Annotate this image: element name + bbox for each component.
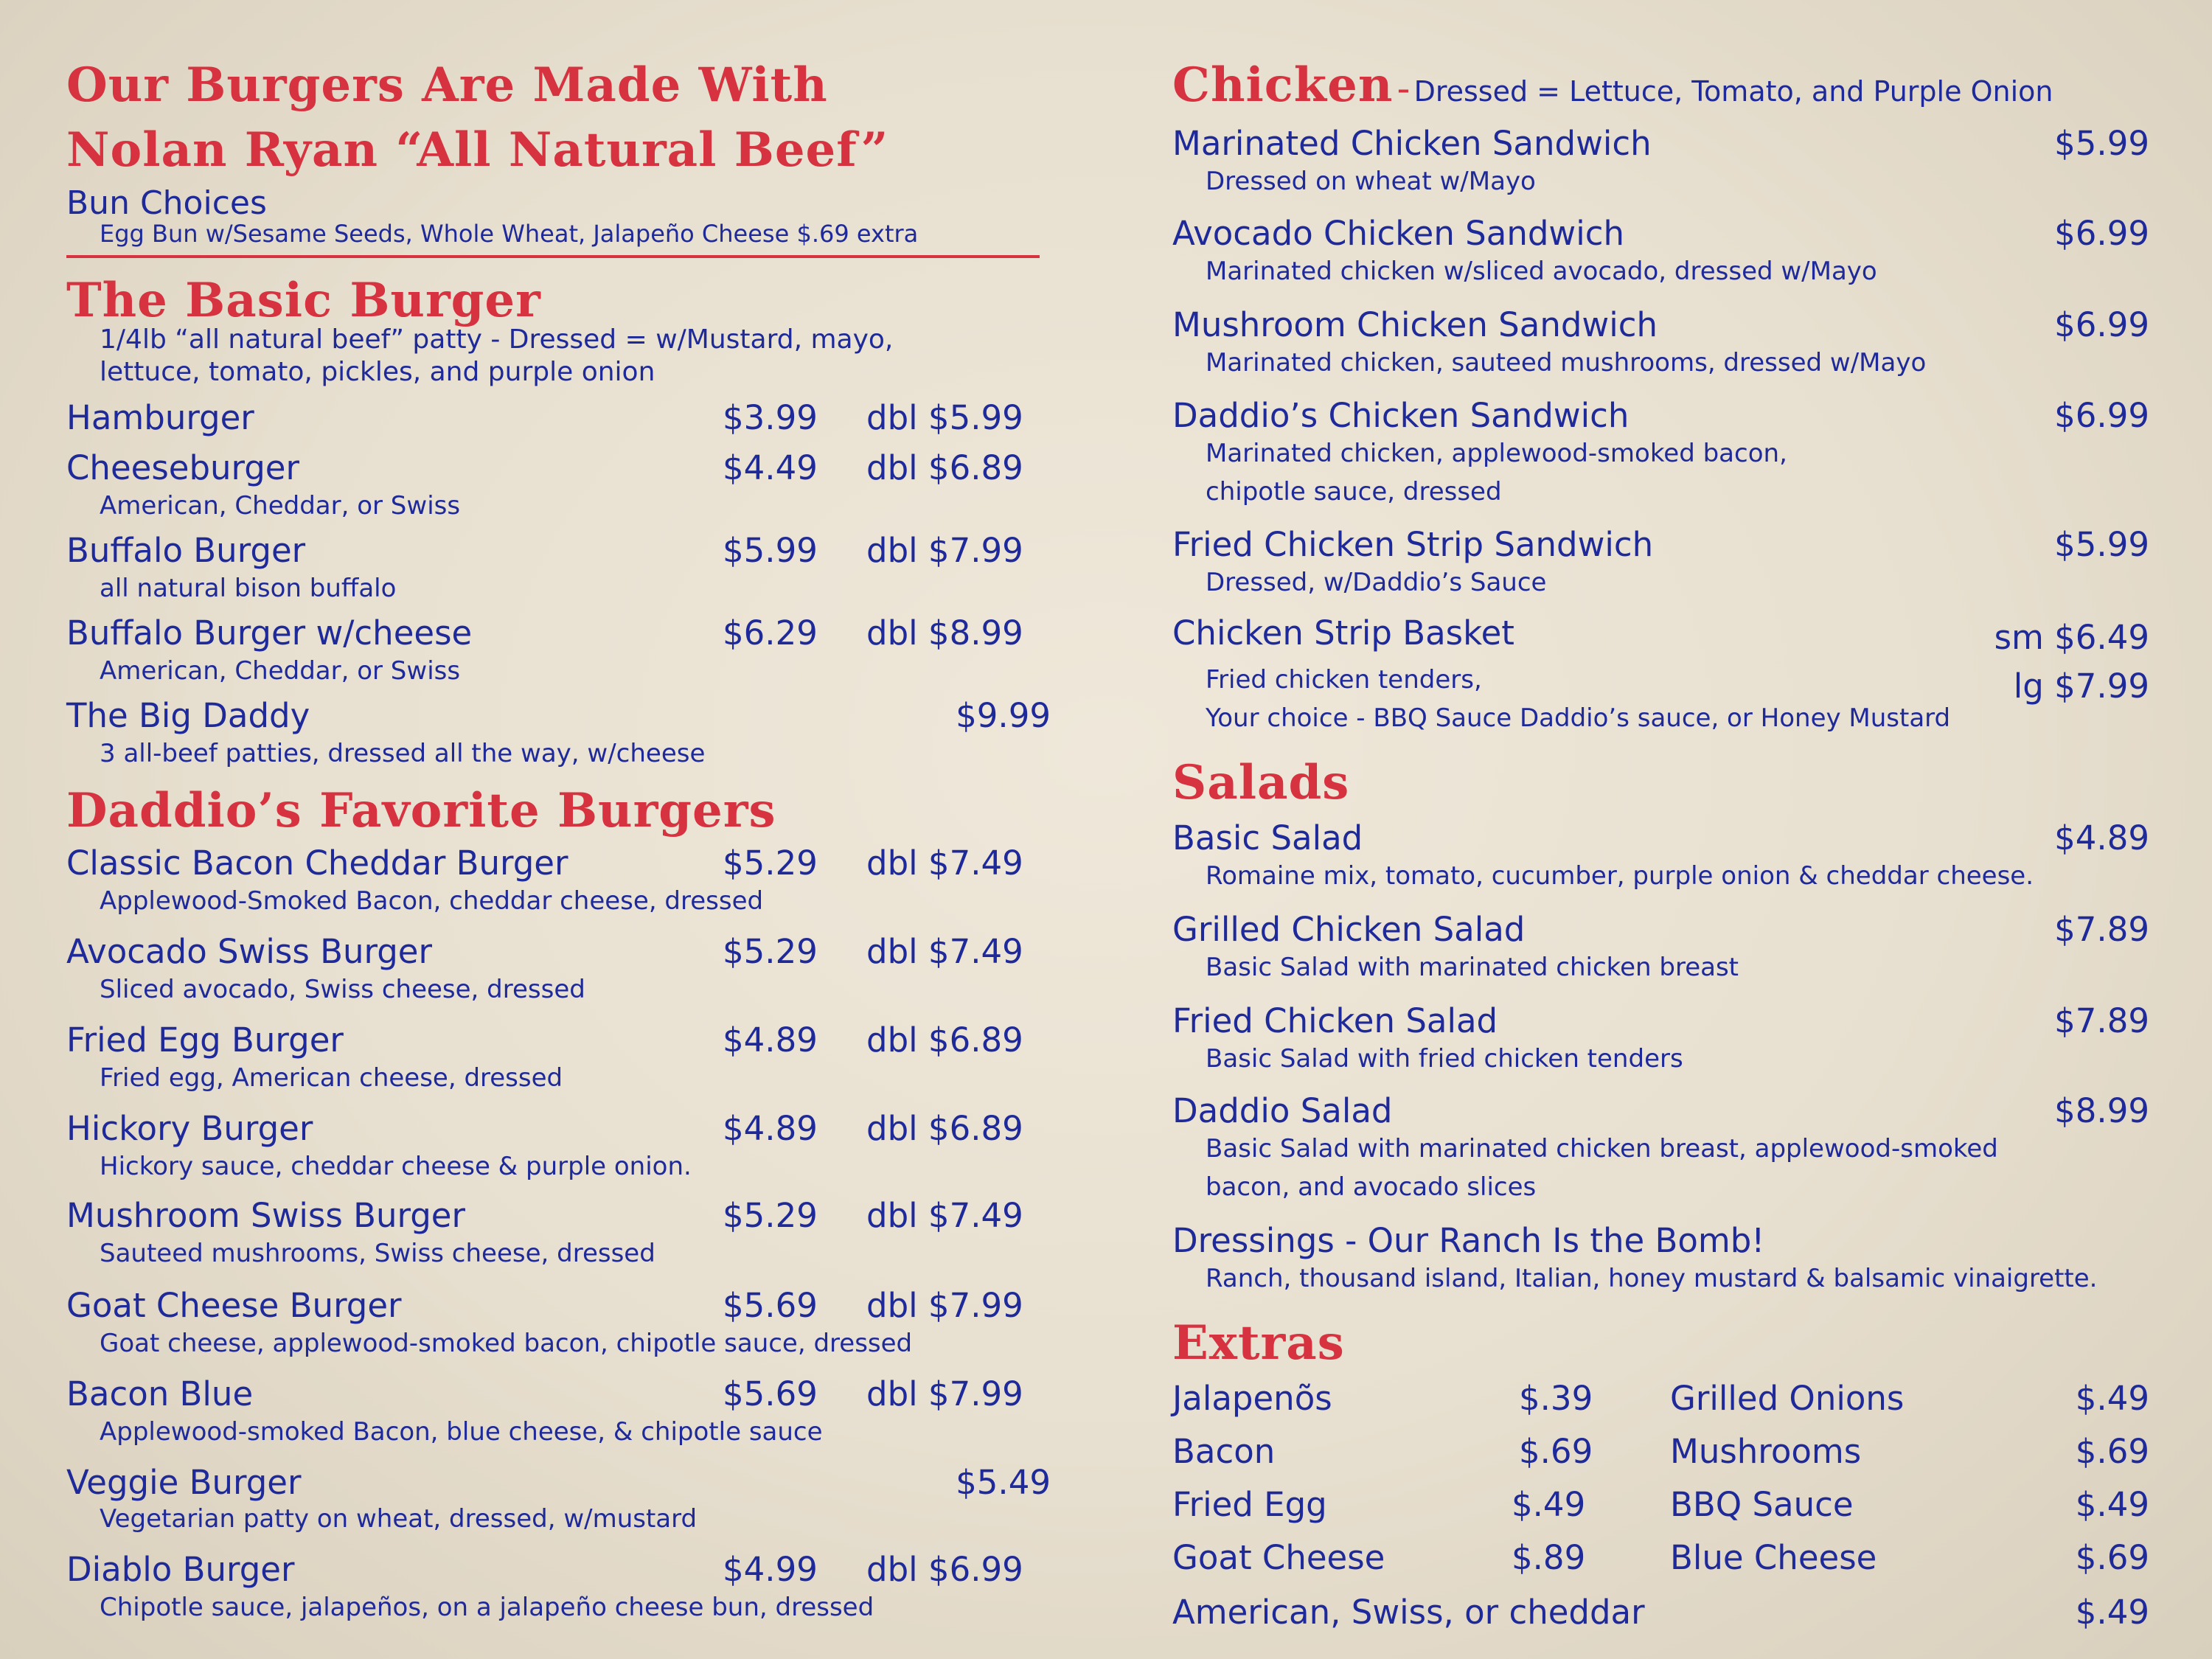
extras-title: Extras xyxy=(1172,1315,1345,1371)
item-name: The Big Daddy xyxy=(66,696,310,735)
item-description: all natural bison buffalo xyxy=(100,574,397,603)
bun-choices-title: Bun Choices xyxy=(66,184,267,222)
item-price: $5.29 xyxy=(723,1196,818,1235)
item-price: $7.89 xyxy=(2054,1001,2149,1040)
item-price: $4.89 xyxy=(723,1020,818,1060)
item-description: Basic Salad with fried chicken tenders xyxy=(1206,1044,1683,1074)
extra-name: BBQ Sauce xyxy=(1670,1485,1854,1524)
item-price: $5.49 xyxy=(956,1463,1051,1502)
item-price: $4.49 xyxy=(723,448,818,487)
item-description: Basic Salad with marinated chicken breast xyxy=(1206,953,1739,982)
item-double-price: dbl $7.49 xyxy=(866,932,1023,971)
extra-price: $.49 xyxy=(2075,1485,2149,1524)
header-line-1: Our Burgers Are Made With xyxy=(66,58,828,113)
item-description: Dressed, w/Daddio’s Sauce xyxy=(1206,568,1547,597)
chicken-header xyxy=(1172,58,2053,113)
item-name: Fried Egg Burger xyxy=(66,1020,344,1060)
item-description: Sauteed mushrooms, Swiss cheese, dressed xyxy=(100,1239,655,1268)
item-name: Hickory Burger xyxy=(66,1109,313,1148)
basket-large-price: lg $7.99 xyxy=(2013,667,2149,706)
item-description: American, Cheddar, or Swiss xyxy=(100,656,461,686)
item-double-price: dbl $6.89 xyxy=(866,1020,1023,1060)
extra-name: Goat Cheese xyxy=(1172,1538,1385,1577)
item-description: Marinated chicken, applewood-smoked bacon, xyxy=(1206,439,1787,468)
item-price: $3.99 xyxy=(723,398,818,437)
extra-price: $.89 xyxy=(1512,1538,1586,1577)
item-description: Marinated chicken w/sliced avocado, dressed w/Mayo xyxy=(1206,257,1877,286)
dressings-description: Ranch, thousand island, Italian, honey mustard & balsamic vinaigrette. xyxy=(1206,1264,2098,1293)
item-price: $9.99 xyxy=(956,696,1051,735)
extra-cheese-choice: American, Swiss, or cheddar xyxy=(1172,1593,1645,1632)
extra-price: $.39 xyxy=(1519,1379,1593,1418)
item-description: Fried egg, American cheese, dressed xyxy=(100,1063,563,1093)
extra-price: $.49 xyxy=(1512,1485,1586,1524)
item-name: Mushroom Chicken Sandwich xyxy=(1172,305,1658,344)
item-double-price: dbl $7.99 xyxy=(866,1374,1023,1413)
extra-price: $.69 xyxy=(2075,1538,2149,1577)
chicken-subtitle: Dressed = Lettuce, Tomato, and Purple Onion xyxy=(1413,75,2053,108)
extra-cheese-price: $.49 xyxy=(2075,1593,2149,1632)
item-price: $7.89 xyxy=(2054,910,2149,949)
item-description: Basic Salad with marinated chicken breast, applewood-smoked xyxy=(1206,1134,1998,1164)
item-price: $4.89 xyxy=(2054,818,2149,858)
chicken-dash: - xyxy=(1397,67,1411,110)
item-description: Applewood-Smoked Bacon, cheddar cheese, dressed xyxy=(100,886,764,916)
item-name: Mushroom Swiss Burger xyxy=(66,1196,465,1235)
item-name: Avocado Swiss Burger xyxy=(66,932,432,971)
item-name: Bacon Blue xyxy=(66,1374,254,1413)
item-name: Hamburger xyxy=(66,398,254,437)
item-description: Applewood-smoked Bacon, blue cheese, & chipotle sauce xyxy=(100,1417,823,1447)
item-price: $6.29 xyxy=(723,613,818,653)
item-price: $8.99 xyxy=(2054,1091,2149,1130)
basket-sizes xyxy=(1994,613,2149,711)
item-description: Vegetarian patty on wheat, dressed, w/mustard xyxy=(100,1504,698,1534)
item-double-price: dbl $7.49 xyxy=(866,1196,1023,1235)
header-divider xyxy=(66,255,1040,258)
item-description: American, Cheddar, or Swiss xyxy=(100,491,461,521)
item-price: $5.69 xyxy=(723,1286,818,1325)
item-description: Goat cheese, applewood-smoked bacon, chipotle sauce, dressed xyxy=(100,1329,913,1358)
extra-name: Jalapenõs xyxy=(1172,1379,1332,1418)
dressings-title: Dressings - Our Ranch Is the Bomb! xyxy=(1172,1221,1765,1260)
item-double-price: dbl $6.99 xyxy=(866,1550,1023,1589)
extra-name: Grilled Onions xyxy=(1670,1379,1905,1418)
item-description: Marinated chicken, sauteed mushrooms, dressed w/Mayo xyxy=(1206,348,1927,378)
item-name: Cheeseburger xyxy=(66,448,299,487)
item-double-price: dbl $8.99 xyxy=(866,613,1023,653)
item-name: Daddio Salad xyxy=(1172,1091,1393,1130)
item-name: Avocado Chicken Sandwich xyxy=(1172,214,1624,253)
item-description: Chipotle sauce, jalapeños, on a jalapeño cheese bun, dressed xyxy=(100,1593,874,1622)
favorites-title: Daddio’s Favorite Burgers xyxy=(66,783,776,838)
extra-price: $.69 xyxy=(1519,1432,1593,1471)
item-name: Chicken Strip Basket xyxy=(1172,613,1514,653)
item-price: $5.29 xyxy=(723,844,818,883)
item-price: $5.99 xyxy=(2054,525,2149,564)
item-price: $5.29 xyxy=(723,932,818,971)
item-price: $4.89 xyxy=(723,1109,818,1148)
item-name: Diablo Burger xyxy=(66,1550,295,1589)
item-price: $5.99 xyxy=(723,531,818,570)
basic-burger-desc-2: lettuce, tomato, pickles, and purple onion xyxy=(100,357,655,387)
item-price: $6.99 xyxy=(2054,396,2149,435)
item-name: Marinated Chicken Sandwich xyxy=(1172,124,1652,163)
item-description: Romaine mix, tomato, cucumber, purple onion & cheddar cheese. xyxy=(1206,861,2034,891)
item-name: Goat Cheese Burger xyxy=(66,1286,402,1325)
item-description: 3 all-beef patties, dressed all the way, w/cheese xyxy=(100,739,706,768)
item-name: Buffalo Burger xyxy=(66,531,306,570)
salads-title: Salads xyxy=(1172,755,1350,810)
item-description-2: bacon, and avocado slices xyxy=(1206,1172,1537,1202)
chicken-title: Chicken xyxy=(1172,58,1394,113)
item-name: Grilled Chicken Salad xyxy=(1172,910,1526,949)
header-line-2: Nolan Ryan “All Natural Beef” xyxy=(66,122,889,178)
extra-name: Mushrooms xyxy=(1670,1432,1862,1471)
item-name: Fried Chicken Salad xyxy=(1172,1001,1498,1040)
item-price: $5.69 xyxy=(723,1374,818,1413)
basic-burger-title: The Basic Burger xyxy=(66,273,541,328)
basket-small-price: sm $6.49 xyxy=(1994,618,2149,657)
basic-burger-desc-1: 1/4lb “all natural beef” patty - Dressed = w/Mustard, mayo, xyxy=(100,324,894,355)
item-double-price: dbl $6.89 xyxy=(866,448,1023,487)
extra-price: $.49 xyxy=(2075,1379,2149,1418)
item-name: Daddio’s Chicken Sandwich xyxy=(1172,396,1630,435)
item-name: Classic Bacon Cheddar Burger xyxy=(66,844,568,883)
item-double-price: dbl $7.99 xyxy=(866,531,1023,570)
item-price: $5.99 xyxy=(2054,124,2149,163)
item-description: Hickory sauce, cheddar cheese & purple onion. xyxy=(100,1152,692,1181)
extra-name: Blue Cheese xyxy=(1670,1538,1877,1577)
item-name: Buffalo Burger w/cheese xyxy=(66,613,473,653)
item-double-price: dbl $6.89 xyxy=(866,1109,1023,1148)
extra-name: Bacon xyxy=(1172,1432,1276,1471)
item-description-2: chipotle sauce, dressed xyxy=(1206,477,1502,507)
item-description: Dressed on wheat w/Mayo xyxy=(1206,167,1536,196)
item-double-price: dbl $5.99 xyxy=(866,398,1023,437)
item-description: Sliced avocado, Swiss cheese, dressed xyxy=(100,975,585,1004)
item-double-price: dbl $7.99 xyxy=(866,1286,1023,1325)
extra-name: Fried Egg xyxy=(1172,1485,1327,1524)
item-double-price: dbl $7.49 xyxy=(866,844,1023,883)
item-description-2: Your choice - BBQ Sauce Daddio’s sauce, or Honey Mustard xyxy=(1206,703,1951,733)
item-price: $6.99 xyxy=(2054,305,2149,344)
item-name: Veggie Burger xyxy=(66,1463,302,1502)
item-name: Fried Chicken Strip Sandwich xyxy=(1172,525,1654,564)
item-description: Fried chicken tenders, xyxy=(1206,665,1482,695)
extra-price: $.69 xyxy=(2075,1432,2149,1471)
item-name: Basic Salad xyxy=(1172,818,1363,858)
bun-choices-desc: Egg Bun w/Sesame Seeds, Whole Wheat, Jalapeño Cheese $.69 extra xyxy=(100,220,919,248)
item-price: $6.99 xyxy=(2054,214,2149,253)
item-price: $4.99 xyxy=(723,1550,818,1589)
